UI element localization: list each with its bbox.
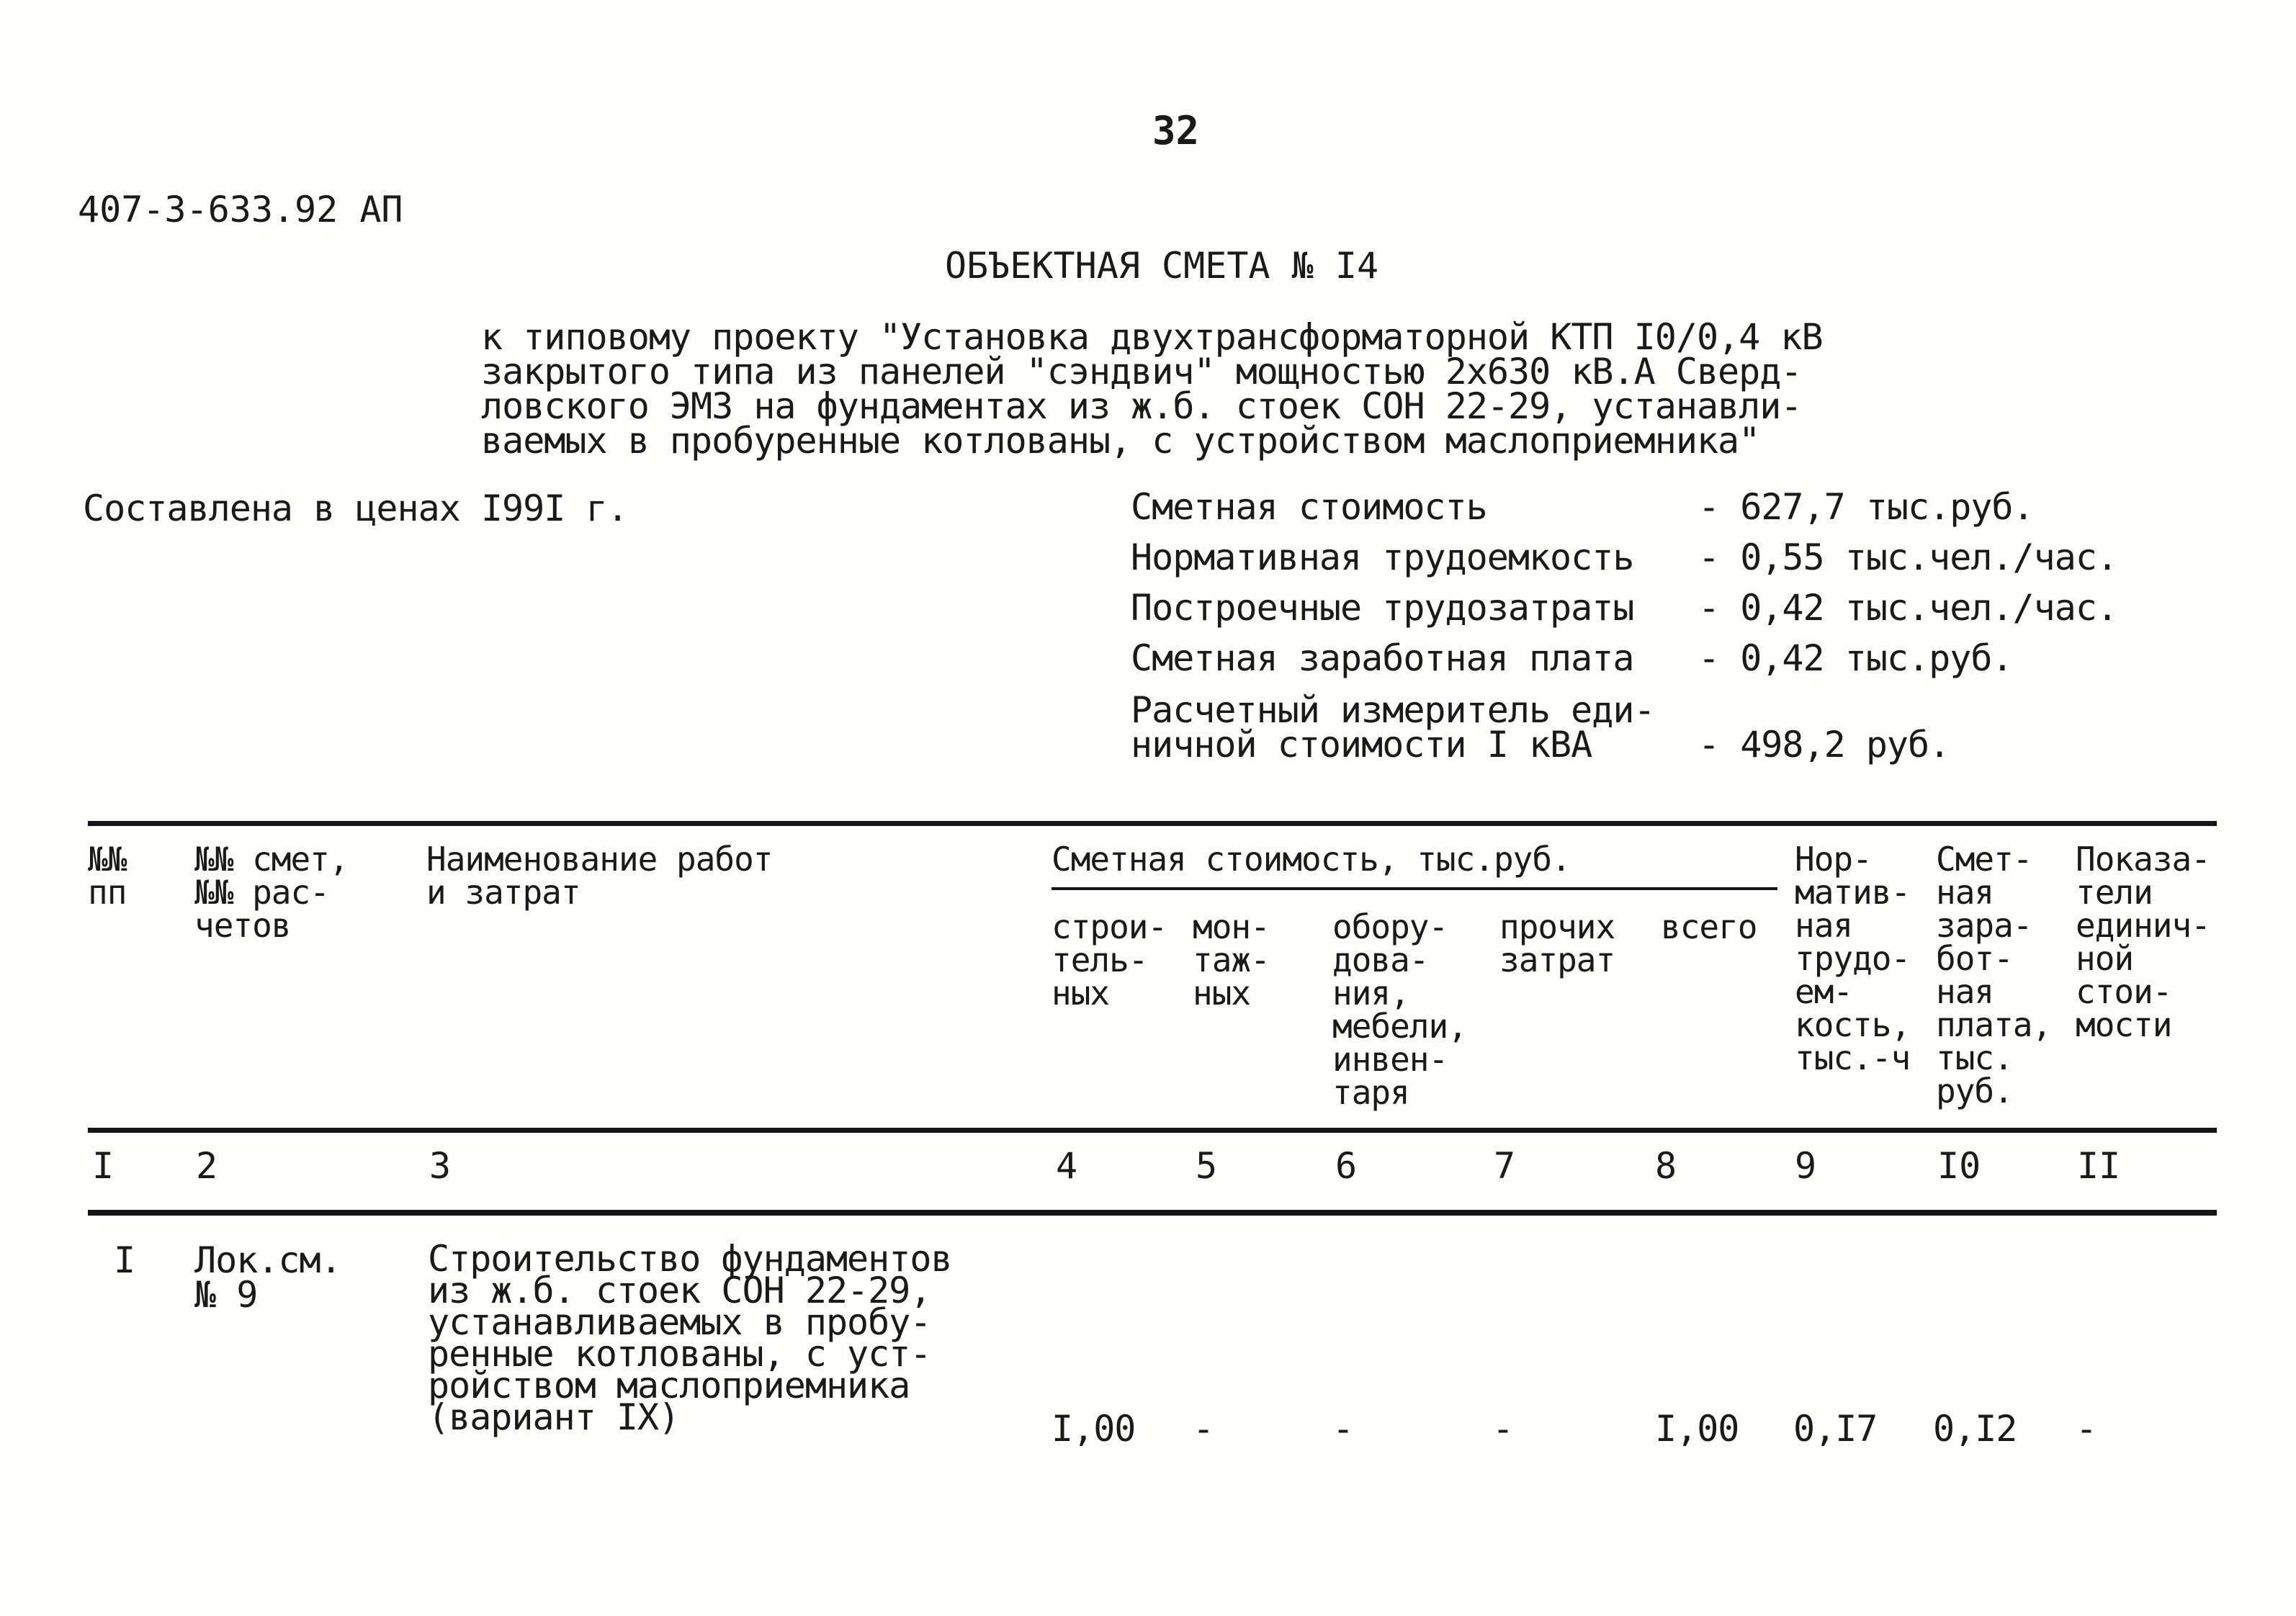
summary-value: - 0,42 тыс.чел./час. (1698, 587, 2118, 629)
column-number: 5 (1196, 1145, 1218, 1187)
header-number: №№ пп (88, 840, 127, 912)
prices-note: Составлена в ценах I99I г. (83, 488, 628, 529)
row-installation: - (1193, 1408, 1214, 1450)
table-top-rule (88, 821, 2217, 826)
header-construction: строи- тель- ных (1051, 907, 1167, 1013)
subtitle-line: ваемых в пробуренные котлованы, с устройством маслоприемника" (481, 420, 1760, 462)
column-number: 7 (1494, 1145, 1516, 1187)
header-bottom-rule (88, 1128, 2217, 1133)
group-header-rule (1051, 887, 1777, 890)
header-labor: Нор- матив- ная трудо- ем- кость, тыс.-ч (1795, 840, 1911, 1077)
header-wages: Смет- ная зара- бот- ная плата, тыс. руб. (1936, 840, 2052, 1110)
header-cost-group: Сметная стоимость, тыс.руб. (1051, 840, 1571, 879)
column-number: 9 (1795, 1145, 1817, 1187)
column-number: I (92, 1145, 115, 1187)
column-number: 8 (1655, 1145, 1677, 1187)
header-other: прочих затрат (1499, 907, 1615, 979)
document-code: 407-3-633.92 АП (78, 189, 403, 230)
subtitle-line: закрытого типа из панелей "сэндвич" мощностью 2х630 кВ.А Сверд- (481, 351, 1802, 392)
summary-label: Сметная заработная плата (1131, 637, 1634, 679)
summary-label: Построечные трудозатраты (1131, 587, 1634, 629)
header-unit-cost: Показа- тели единич- ной стои- мости (2076, 840, 2210, 1044)
header-equipment: обору- дова- ния, мебели, инвен- таря (1332, 907, 1467, 1112)
row-construction: I,00 (1051, 1408, 1136, 1450)
header-estimate-ref: №№ смет, №№ рас- четов (194, 840, 349, 945)
numbers-bottom-rule (88, 1210, 2217, 1216)
summary-value: - 0,55 тыс.чел./час. (1698, 537, 2118, 578)
summary-label: Нормативная трудоемкость (1131, 537, 1634, 578)
subtitle-line: ловского ЭМЗ на фундаментах из ж.б. стоек СОН 22-29, устанавли- (481, 385, 1802, 427)
column-number: 4 (1056, 1145, 1078, 1187)
summary-label: Расчетный измеритель еди- ничной стоимости I кВА (1131, 689, 1655, 766)
column-number: 2 (196, 1145, 218, 1187)
row-estimate-ref: Лок.см. № 9 (194, 1239, 341, 1316)
column-number: II (2077, 1145, 2121, 1187)
header-total: всего (1661, 907, 1757, 946)
row-unit-cost: - (2076, 1408, 2097, 1450)
summary-value: - 0,42 тыс.руб. (1698, 637, 2013, 679)
row-number: I (114, 1239, 135, 1281)
row-wages: 0,I2 (1933, 1408, 2017, 1450)
header-installation: мон- таж- ных (1193, 907, 1270, 1013)
page-number: 32 (1152, 108, 1200, 153)
column-number: 6 (1335, 1145, 1358, 1187)
row-work-name: Строительство фундаментов из ж.б. стоек СОН 22-29, устанавливаемых в пробу- ренные котлованы, с уст- ройством маслоприемника (вариант IX) (428, 1238, 952, 1438)
summary-value: - 627,7 тыс.руб. (1698, 486, 2034, 528)
row-other: - (1492, 1408, 1514, 1450)
row-total: I,00 (1655, 1408, 1739, 1450)
row-equipment: - (1332, 1408, 1354, 1450)
column-number: 3 (429, 1145, 452, 1187)
document-subtitle (481, 316, 1823, 462)
subtitle-line: к типовому проекту "Установка двухтрансформаторной КТП I0/0,4 кВ (481, 316, 1823, 358)
summary-value: - 498,2 руб. (1698, 724, 1950, 766)
summary-label: Сметная стоимость (1131, 486, 1487, 528)
document-title: ОБЪЕКТНАЯ СМЕТА № I4 (945, 245, 1379, 287)
row-labor: 0,I7 (1793, 1408, 1878, 1450)
column-number: I0 (1937, 1145, 1981, 1187)
header-work-name: Наименование работ и затрат (426, 840, 773, 912)
